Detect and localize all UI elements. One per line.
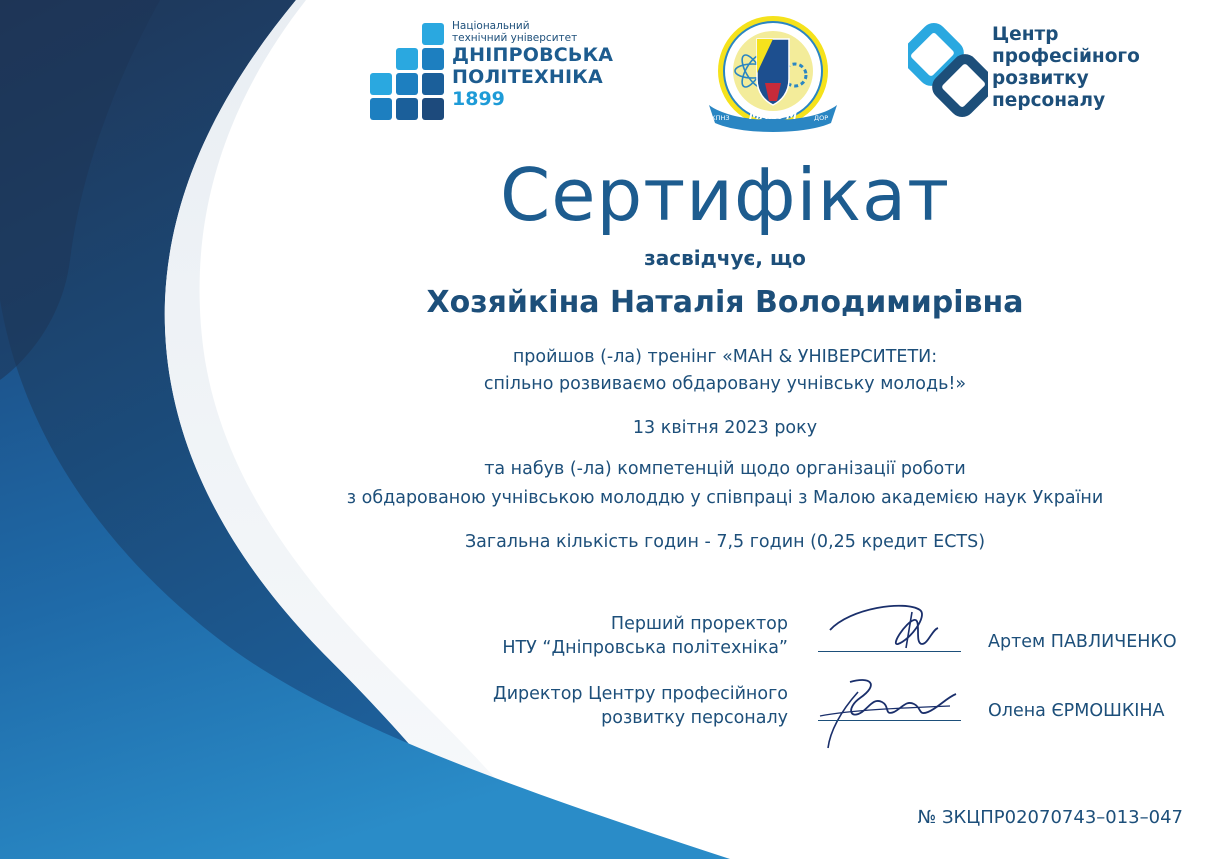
signatory-2-position-line2: розвитку персоналу [601,708,788,728]
hours-text: Загальна кількість годин - 7,5 годин (0,25 кредит ECTS) [464,532,986,552]
training-center-logo [908,22,1168,122]
competence-line-2: з обдарованою учнівською молоддю у співпраці з Малою академією наук України [346,488,1104,508]
signature-2-line [818,720,961,721]
signature-1-line [818,651,961,652]
certifies-text: засвідчує, що [644,246,806,270]
university-logo [368,20,628,125]
man-emblem-name: МАНУМ [748,109,798,122]
university-name2: ПОЛІТЕХНІКА [452,66,603,88]
center-line2: професійного [992,46,1140,67]
university-name1: ДНІПРОВСЬКА [452,44,614,66]
certificate-number: № ЗКЦПР02070743–013–047 [917,807,1183,828]
man-emblem-right-label: ДОР [814,114,829,122]
signature-2-handwriting [810,672,970,752]
center-line4: персоналу [992,90,1106,111]
certificate-title: Сертифікат [499,153,951,237]
university-line2: технічний університет [452,32,578,44]
training-center-text [992,24,1140,112]
signatory-1-position-line2: НТУ “Дніпровська політехніка” [502,638,788,658]
university-logo-text [452,20,613,110]
competence-line-1: та набув (-ла) компетенцій щодо організації роботи [484,459,966,479]
man-emblem [695,13,851,137]
signatory-1-position-line1: Перший проректор [610,614,788,634]
university-year: 1899 [452,88,505,110]
center-line1: Центр [992,24,1059,45]
training-date: 13 квітня 2023 року [632,418,818,438]
signatory-1-name: Артем ПАВЛИЧЕНКО [988,632,1177,652]
man-emblem-left-label: КПНЗ [711,114,730,122]
university-line1: Національний [452,20,530,32]
chain-link-icon [908,22,988,118]
center-line3: розвитку [992,68,1089,89]
training-line-1: пройшов (-ла) тренінг «МАН & УНІВЕРСИТЕТИ: [512,347,938,367]
university-blocks-icon [368,20,448,125]
recipient-name: Хозяйкіна Наталія Володимирівна [426,285,1024,320]
signatory-2-name: Олена ЄРМОШКІНА [988,701,1165,721]
signatory-2-position-line1: Директор Центру професійного [493,684,788,704]
training-line-2: спільно розвиваємо обдаровану учнівську молодь!» [483,374,967,394]
